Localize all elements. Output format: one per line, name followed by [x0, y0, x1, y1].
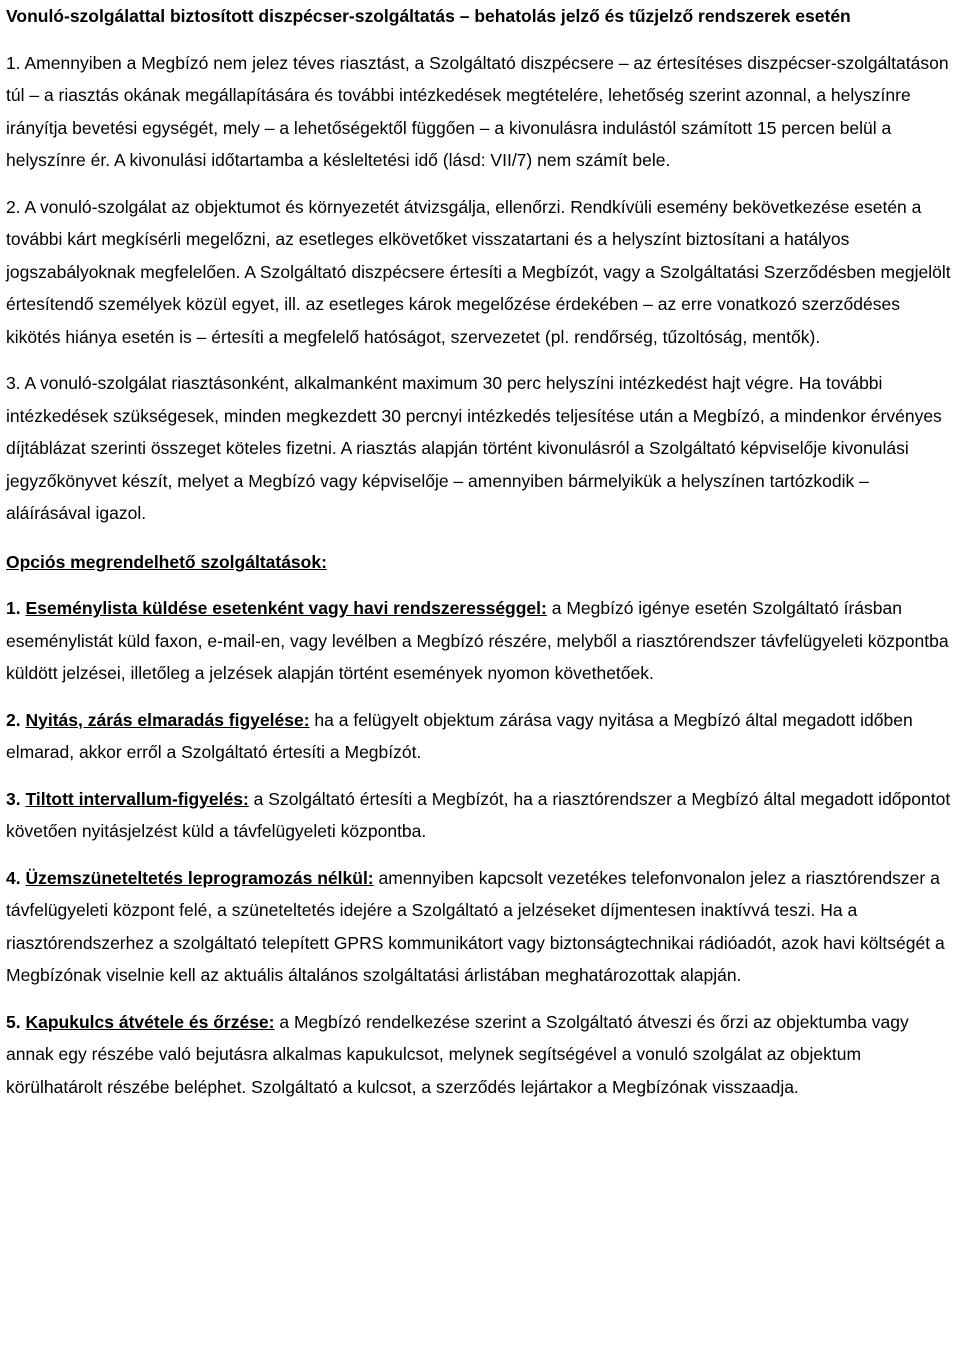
option-number: 3. [6, 788, 21, 809]
spacer [6, 769, 954, 783]
paragraph-3: 3. A vonuló-szolgálat riasztásonként, alkalmanként maximum 30 perc helyszíni intézkedést hajt végre. Ha további intézkedések szükségesek, minden megkezdett 30 percnyi intézkedés teljesítése után a Megbízó, a mindenkor érvényes díjtáblázat szerinti összeget köteles fizetni. A riasztás alapján történt kivonulásról a Szolgáltató képviselője kivonulási jegyzőkönyvet készít, melyet a Megbízó vagy képviselője – amennyiben bármelyikük a helyszínen tartózkodik – aláírásával igazol. [6, 373, 942, 523]
spacer [6, 530, 954, 546]
spacer [6, 992, 954, 1006]
option-number: 2. [6, 709, 21, 730]
spacer [6, 353, 954, 367]
option-lead: Kapukulcs átvétele és őrzése: [25, 1011, 275, 1032]
spacer [6, 177, 954, 191]
spacer [6, 33, 954, 47]
option-lead: Eseménylista küldése esetenként vagy havi rendszerességgel: [25, 598, 547, 618]
option-text: a Megbízó igénye esetén Szolgáltató írásban eseménylistát küld faxon, e-mail-en, vagy levélben a Megbízó részére, melyből a riasztórendszer távfelügyeleti központba küldött jelzései, illetőleg a jelzések alapján történt események nyomon követhetőek. [6, 598, 949, 683]
option-text: amennyiben kapcsolt vezetékes telefonvonalon jelez a riasztórendszer a távfelügyeleti központ felé, a szüneteltetés idejére a Szolgáltató a jelzéseket díjmentesen inaktívvá teszi. Ha a riasztórendszerhez a szolgáltató telepített GPRS kommunikátort vagy biztonságtechnikai rádióadót, azok havi költségét a Megbízónak viselnie kell az aktuális általános szolgáltatási árlistában meghatározottak alapján. [6, 867, 945, 985]
paragraph-1: 1. Amennyiben a Megbízó nem jelez téves riasztást, a Szolgáltató diszpécsere – az értesítéses diszpécser-szolgáltatáson túl – a riasztás okának megállapítására és további intézkedések megtételére, lehetőség szerint azonnal, a helyszínre irányítja bevetési egységét, mely – a lehetőségektől függően – a kivonulásra indulástól számított 15 percen belül a helyszínre ér. A kivonulási időtartamba a késleltetési idő (lásd: VII/7) nem számít bele. [6, 52, 949, 170]
option-text: ha a felügyelt objektum zárása vagy nyitása a Megbízó által megadott időben elmarad, akkor erről a Szolgáltató értesíti a Megbízót. [6, 709, 913, 762]
spacer [6, 578, 954, 592]
optional-services-title: Opciós megrendelhető szolgáltatások: [6, 551, 327, 572]
option-lead: Tiltott intervallum-figyelés: [25, 788, 249, 809]
document-title: Vonuló-szolgálattal biztosított diszpécser-szolgáltatás – behatolás jelző és tűzjelző rendszerek esetén [6, 6, 851, 26]
spacer [6, 848, 954, 862]
option-item-5 [6, 1006, 954, 1104]
option-number: 4. [6, 867, 21, 888]
option-item-4 [6, 862, 954, 992]
option-number: 1. [6, 598, 21, 618]
option-text: a Szolgáltató értesíti a Megbízót, ha a riasztórendszer a Megbízó által megadott időpontot követően nyitásjelzést küld a távfelügyeleti központba. [6, 788, 951, 841]
spacer [6, 690, 954, 704]
option-item-1 [6, 592, 954, 690]
option-item-2 [6, 704, 954, 769]
option-lead: Nyitás, zárás elmaradás figyelése: [25, 709, 310, 730]
option-text: a Megbízó rendelkezése szerint a Szolgáltató átveszi és őrzi az objektumba vagy annak egy részébe való bejutásra alkalmas kapukulcsot, melynek segítségével a vonuló szolgálat az objektum körülhatárolt részébe beléphet. Szolgáltató a kulcsot, a szerződés lejártakor a Megbízónak visszaadja. [6, 1011, 909, 1097]
paragraph-2: 2. A vonuló-szolgálat az objektumot és környezetét átvizsgálja, ellenőrzi. Rendkívüli esemény bekövetkezése esetén a további kárt megkísérli megelőzni, az esetleges elkövetőket visszatartani és a helyszínt biztosítani a hatályos jogszabályoknak megfelelően. A Szolgáltató diszpécsere értesíti a Megbízót, vagy a Szolgáltatási Szerződésben megjelölt értesítendő személyek közül egyet, ill. az esetleges károk megelőzése érdekében – az erre vonatkozó szerződéses kikötés hiánya esetén is – értesíti a megfelelő hatóságot, szervezetet (pl. rendőrség, tűzoltóság, mentők). [6, 196, 951, 347]
option-lead: Üzemszüneteltetés leprogramozás nélkül: [25, 867, 374, 888]
option-number: 5. [6, 1011, 21, 1032]
option-item-3 [6, 783, 954, 848]
